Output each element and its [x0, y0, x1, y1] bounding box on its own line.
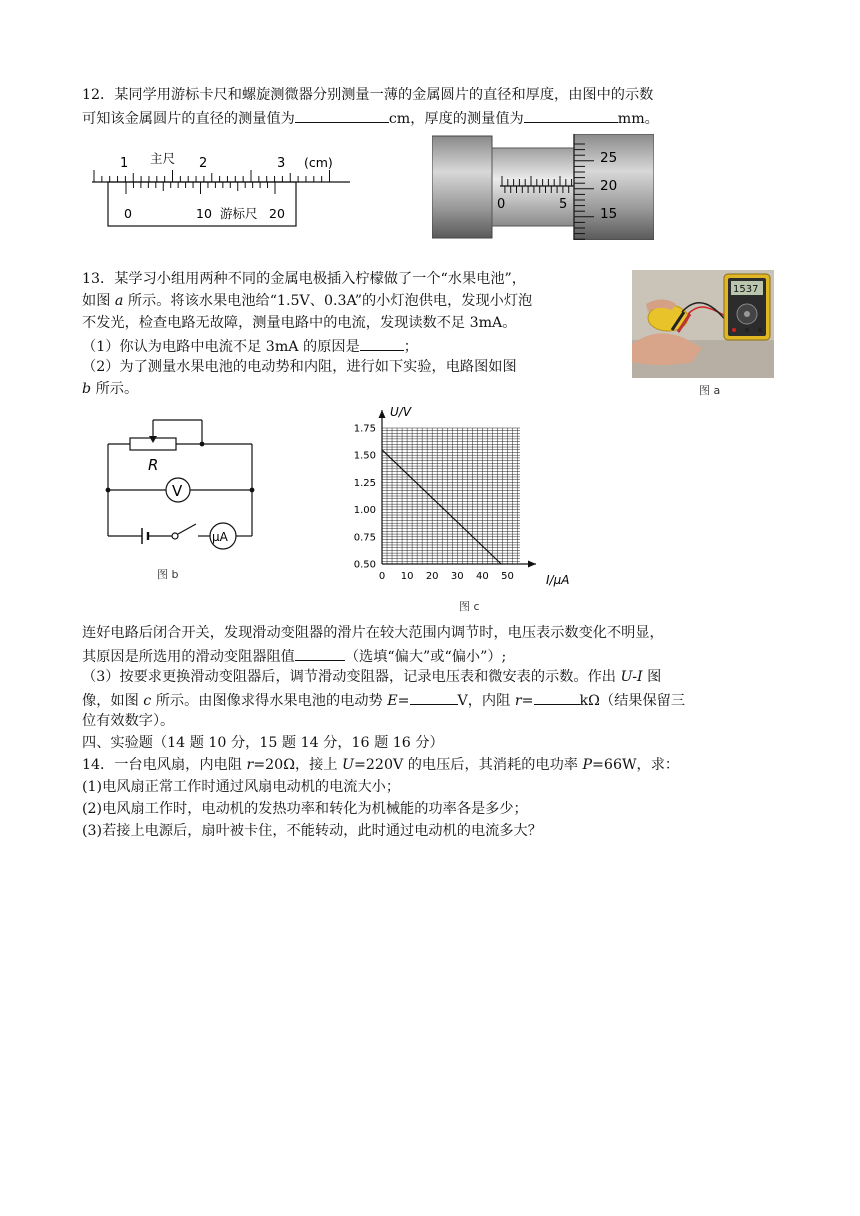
u-i-chart [340, 404, 600, 594]
q13-line4: （1）你认为电路中电流不足 3mA 的原因是 ； [82, 336, 418, 357]
vernier-caliper-figure [92, 146, 352, 232]
q14-sub1: (1)电风扇正常工作时通过风扇电动机的电流大小； [82, 779, 401, 795]
y-axis-arrow [379, 410, 386, 418]
q13-line8: 其原因是所选用的滑动变阻器阻值 （选填“偏大”或“偏小”）; [82, 646, 506, 667]
x-tick-label: 0 [378, 571, 386, 582]
thickness-blank [524, 108, 618, 123]
vernier-tick-0: 0 [124, 206, 132, 221]
x-tick-label: 10 [400, 571, 414, 582]
vernier-tick-10: 10 [196, 206, 212, 221]
x-tick-label: 30 [450, 571, 464, 582]
q13-line3: 不发光，检查电路无故障，测量电路中的电流，发现读数不足 3mA。 [82, 315, 517, 331]
q12-text: 可知该金属圆片的直径的测量值为 [82, 111, 295, 127]
main-tick-3: 3 [277, 156, 286, 171]
main-tick-2: 2 [199, 156, 208, 171]
microammeter-label: μA [212, 530, 228, 544]
unit-label: (cm) [304, 155, 333, 170]
voltmeter-label: V [172, 482, 183, 500]
q14-sub2: (2)电风扇工作时，电动机的发热功率和转化为机械能的功率各是多少； [82, 801, 528, 817]
x-tick-label: 40 [475, 571, 489, 582]
q12-text: mm。 [617, 111, 659, 127]
x-axis-label: I/μA [546, 573, 570, 587]
q13-line2: 如图 a 所示。将该水果电池给“1.5V、0.3A”的小灯泡供电，发现小灯泡 [82, 293, 533, 309]
q13-line10: 像，如图 c 所示。由图像求得水果电池的电动势 E= V，内阻 r= kΩ（结果保留三 [82, 690, 685, 711]
y-tick-label: 0.75 [353, 532, 376, 544]
q13-line11: 位有效数字）。 [82, 713, 175, 729]
q12-line2 [82, 108, 659, 129]
x-tick-label: 20 [425, 571, 439, 582]
q14-line1: 14．一台电风扇，内电阻 r=20Ω，接上 U=220V 的电压后，其消耗的电功率 P=66W，求： [82, 757, 680, 773]
section-4-heading: 四、实验题（14 题 10 分，15 题 14 分，16 题 16 分） [82, 735, 444, 751]
thimble-tick-25: 25 [600, 150, 618, 166]
main-scale-label: 主尺 [150, 151, 176, 166]
fruit-battery-photo [632, 270, 774, 378]
diameter-blank [295, 108, 389, 123]
sleeve-tick-5: 5 [559, 197, 568, 212]
resistor-label: R [148, 456, 159, 474]
q13-line6: b 所示。 [82, 381, 139, 397]
multimeter-reading: 1537 [733, 284, 759, 295]
fig-b-caption: 图 b [157, 568, 179, 581]
rheostat-blank [295, 646, 345, 661]
y-tick-label: 1.50 [353, 450, 376, 462]
y-tick-label: 1.25 [353, 477, 376, 489]
vernier-scale-label: 游标尺 [220, 206, 258, 221]
x-axis-arrow [528, 561, 536, 568]
x-tick-label: 50 [501, 571, 514, 582]
q14-sub3: (3)若接上电源后，扇叶被卡住，不能转动，此时通过电动机的电流多大？ [82, 823, 542, 839]
resistance-blank [534, 690, 580, 705]
fig-a-caption: 图 a [699, 384, 721, 397]
y-tick-label: 0.50 [353, 559, 376, 571]
y-axis-label: U/V [390, 405, 412, 419]
circuit-diagram [100, 412, 260, 562]
main-tick-1: 1 [120, 156, 129, 171]
q12-text: cm，厚度的测量值为 [388, 111, 524, 127]
micrometer-figure [432, 134, 654, 240]
q13-line7: 连好电路后闭合开关，发现滑动变阻器的滑片在较大范围内调节时，电压表示数变化不明显， [82, 625, 664, 641]
thimble-tick-20: 20 [600, 178, 618, 194]
q12-line1: 12．某同学用游标卡尺和螺旋测微器分别测量一薄的金属圆片的直径和厚度，由图中的示数 [82, 87, 654, 103]
q13-line1: 13．某学习小组用两种不同的金属电极插入柠檬做了一个“水果电池”， [82, 271, 526, 287]
y-tick-label: 1.00 [353, 505, 376, 517]
sleeve-tick-0: 0 [497, 197, 506, 212]
emf-blank [410, 690, 458, 705]
thimble-tick-15: 15 [600, 206, 618, 222]
fig-c-caption: 图 c [459, 600, 480, 613]
reason-blank [360, 336, 404, 351]
q13-line9: （3）按要求更换滑动变阻器后，调节滑动变阻器，记录电压表和微安表的示数。作出 U-I 图 [82, 669, 662, 685]
y-tick-label: 1.75 [353, 423, 376, 435]
q13-line5: （2）为了测量水果电池的电动势和内阻，进行如下实验，电路图如图 [82, 359, 517, 375]
vernier-tick-20: 20 [269, 206, 285, 221]
